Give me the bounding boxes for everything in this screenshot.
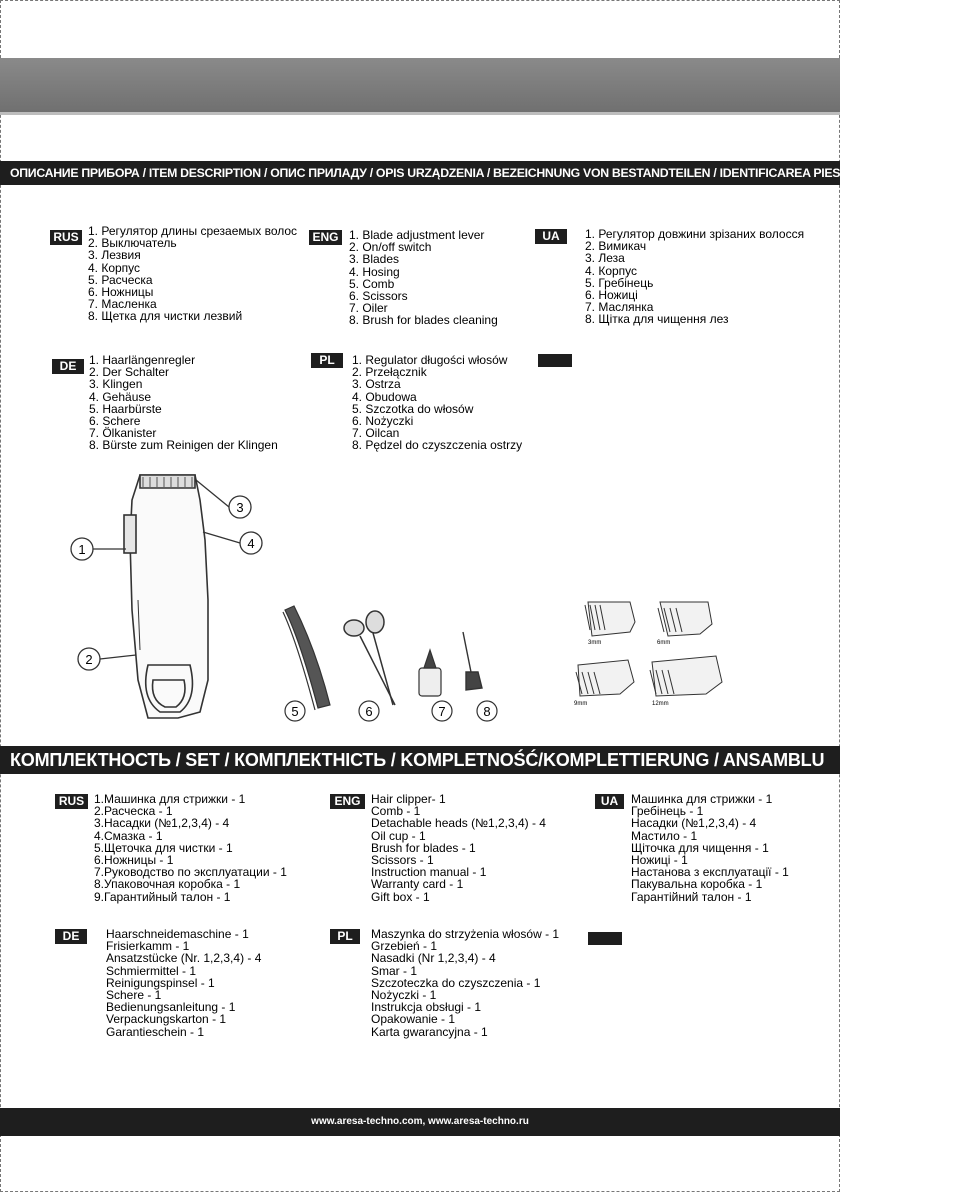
list-item: Гарантійний талон - 1 bbox=[631, 889, 752, 904]
list-item: Haarschneidemaschine - 1 bbox=[106, 927, 249, 941]
set-tag-rus: RUS bbox=[55, 794, 88, 809]
list-item: 1. Blade adjustment lever bbox=[349, 228, 485, 242]
comb-size-3mm: 3mm bbox=[588, 640, 602, 646]
description-list-de bbox=[89, 354, 278, 452]
list-item: Comb - 1 bbox=[371, 804, 421, 819]
list-item: Reinigungspinsel - 1 bbox=[106, 975, 215, 990]
part-5-label: 5 bbox=[291, 704, 299, 719]
footer-websites: www.aresa-techno.com, www.aresa-techno.ru bbox=[0, 1108, 840, 1136]
set-tag-blank bbox=[588, 932, 622, 945]
list-item: Warranty card - 1 bbox=[371, 877, 464, 892]
list-item: 7.Руководство по эксплуатации - 1 bbox=[94, 865, 287, 880]
top-banner-underline bbox=[0, 112, 840, 115]
description-list-ua bbox=[585, 228, 804, 326]
list-item: Garantieschein - 1 bbox=[106, 1024, 205, 1039]
list-item: Gift box - 1 bbox=[371, 889, 430, 904]
callout-1-label: 1 bbox=[78, 542, 86, 557]
list-item: 7. Oilcan bbox=[352, 426, 400, 441]
list-item: 9.Гарантийный талон - 1 bbox=[94, 889, 231, 904]
list-item: 5. Гребінець bbox=[585, 275, 654, 290]
comb-attachment-3mm-icon bbox=[585, 602, 635, 636]
comb-size-6mm: 6mm bbox=[657, 640, 671, 646]
list-item: Grzebień - 1 bbox=[371, 939, 438, 954]
description-list-rus bbox=[88, 225, 297, 323]
list-item: 8. Brush for blades cleaning bbox=[349, 313, 498, 328]
list-item: Smar - 1 bbox=[371, 963, 418, 978]
list-item: Гребінець - 1 bbox=[631, 804, 704, 819]
set-tag-pl: PL bbox=[330, 929, 360, 944]
list-item: 6. Scissors bbox=[349, 289, 408, 304]
list-item: Brush for blades - 1 bbox=[371, 840, 476, 855]
list-item: 3. Леза bbox=[585, 251, 625, 266]
list-item: 4. Obudowa bbox=[352, 389, 417, 404]
list-item: 6. Ножницы bbox=[88, 285, 154, 300]
lang-tag-blank bbox=[538, 354, 572, 367]
list-item: 8. Щітка для чищення лез bbox=[585, 312, 729, 327]
comb-size-9mm: 9mm bbox=[574, 701, 588, 707]
list-item: 2. Вимикач bbox=[585, 239, 647, 254]
list-item: 7. Масленка bbox=[88, 297, 157, 312]
comb-attachment-9mm-icon bbox=[576, 660, 634, 696]
set-tag-ua: UA bbox=[595, 794, 624, 809]
list-item: 4.Смазка - 1 bbox=[94, 828, 163, 843]
description-list-eng bbox=[349, 229, 498, 327]
lang-tag-eng: ENG bbox=[309, 230, 342, 245]
list-item: Bedienungsanleitung - 1 bbox=[106, 1000, 236, 1015]
list-item: Пакувальна коробка - 1 bbox=[631, 877, 763, 892]
list-item: Instrukcja obsługi - 1 bbox=[371, 1000, 482, 1015]
hair-clipper-icon bbox=[124, 475, 208, 718]
comb-icon bbox=[283, 606, 330, 710]
lang-tag-de: DE bbox=[52, 359, 84, 374]
list-item: 6. Nożyczki bbox=[352, 414, 414, 429]
set-list-rus bbox=[94, 793, 287, 903]
lang-tag-pl: PL bbox=[311, 353, 343, 368]
list-item: 2. Выключатель bbox=[88, 236, 177, 251]
list-item: 2. Przełącznik bbox=[352, 365, 427, 380]
list-item: Detachable heads (№1,2,3,4) - 4 bbox=[371, 816, 546, 831]
list-item: 2. Der Schalter bbox=[89, 365, 170, 380]
list-item: Oil cup - 1 bbox=[371, 828, 426, 843]
brush-icon bbox=[463, 632, 482, 690]
scissors-icon bbox=[344, 611, 395, 705]
comb-size-12mm: 12mm bbox=[652, 701, 669, 707]
list-item: 5. Szczotka do włosów bbox=[352, 401, 474, 416]
list-item: 6.Ножницы - 1 bbox=[94, 853, 174, 868]
set-list-eng bbox=[371, 793, 546, 903]
lang-tag-ua: UA bbox=[535, 229, 567, 244]
list-item: Opakowanie - 1 bbox=[371, 1012, 456, 1027]
callout-3-label: 3 bbox=[236, 500, 244, 515]
comb-attachment-6mm-icon bbox=[658, 602, 712, 636]
list-item: 4. Gehäuse bbox=[89, 389, 152, 404]
list-item: 3. Klingen bbox=[89, 377, 143, 392]
list-item: Scissors - 1 bbox=[371, 853, 434, 868]
callout-4-label: 4 bbox=[247, 536, 255, 551]
list-item: 5.Щеточка для чистки - 1 bbox=[94, 840, 233, 855]
set-list-pl bbox=[371, 928, 559, 1038]
list-item: Maszynka do strzyżenia włosów - 1 bbox=[371, 927, 560, 941]
list-item: 5. Haarbürste bbox=[89, 401, 162, 416]
top-banner bbox=[0, 58, 840, 114]
list-item: 3. Blades bbox=[349, 252, 400, 267]
product-illustration bbox=[0, 450, 840, 746]
list-item: 4. Hosing bbox=[349, 264, 400, 279]
list-item: Hair clipper- 1 bbox=[371, 792, 446, 806]
list-item: 7. Маслянка bbox=[585, 300, 654, 315]
list-item: 6. Ножиці bbox=[585, 288, 638, 303]
description-list-pl bbox=[352, 354, 522, 452]
list-item: 1. Регулятор длины срезаемых волос bbox=[88, 224, 298, 238]
list-item: 1. Haarlängenregler bbox=[89, 353, 196, 367]
part-6-label: 6 bbox=[365, 704, 373, 719]
list-item: 5. Расческа bbox=[88, 272, 153, 287]
set-tag-eng: ENG bbox=[330, 794, 365, 809]
list-item: Nasadki (Nr 1,2,3,4) - 4 bbox=[371, 951, 496, 966]
list-item: Instruction manual - 1 bbox=[371, 865, 487, 880]
list-item: Насадки (№1,2,3,4) - 4 bbox=[631, 816, 757, 831]
set-list-ua bbox=[631, 793, 789, 903]
oiler-icon bbox=[419, 650, 441, 696]
list-item: Настанова з експлуатації - 1 bbox=[631, 865, 789, 880]
list-item: Schmiermittel - 1 bbox=[106, 963, 197, 978]
lang-tag-rus: RUS bbox=[50, 230, 82, 245]
part-7-label: 7 bbox=[438, 704, 446, 719]
description-header: ОПИСАНИЕ ПРИБОРА / ITEM DESCRIPTION / ОПИС ПРИЛАДУ / OPIS URZĄDZENIA / BEZEICHNUNG VON BESTANDTEILEN / IDENTIFICAREA PIESELOR COMPONENTE bbox=[0, 161, 840, 185]
list-item: 4. Корпус bbox=[585, 263, 638, 278]
list-item: 5. Comb bbox=[349, 276, 395, 291]
list-item: 1.Машинка для стрижки - 1 bbox=[94, 792, 246, 806]
list-item: 4. Корпус bbox=[88, 260, 141, 275]
list-item: 7. Oiler bbox=[349, 301, 388, 316]
list-item: Karta gwarancyjna - 1 bbox=[371, 1024, 488, 1039]
list-item: Ножиці - 1 bbox=[631, 853, 688, 868]
list-item: Мастило - 1 bbox=[631, 828, 698, 843]
set-header: КОМПЛЕКТНОСТЬ / SET / КОМПЛЕКТНІСТЬ / KOMPLETNOŚĆ/KOMPLETTIERUNG / ANSAMBLU bbox=[0, 746, 840, 774]
list-item: 6. Schere bbox=[89, 414, 141, 429]
list-item: Nożyczki - 1 bbox=[371, 988, 437, 1003]
list-item: Ansatzstücke (Nr. 1,2,3,4) - 4 bbox=[106, 951, 262, 966]
set-list-de bbox=[106, 928, 261, 1038]
part-8-label: 8 bbox=[483, 704, 491, 719]
list-item: 7. Ölkanister bbox=[89, 426, 157, 441]
list-item: Щіточка для чищення - 1 bbox=[631, 840, 769, 855]
list-item: 8. Щетка для чистки лезвий bbox=[88, 309, 243, 324]
list-item: 8. Pędzel do czyszczenia ostrzy bbox=[352, 438, 523, 453]
list-item: 1. Регулятор довжини зрізаних волосся bbox=[585, 227, 805, 241]
list-item: 8.Упаковочная коробка - 1 bbox=[94, 877, 241, 892]
list-item: Машинка для стрижки - 1 bbox=[631, 792, 773, 806]
list-item: 2. On/off switch bbox=[349, 240, 432, 255]
set-tag-de: DE bbox=[55, 929, 87, 944]
list-item: Frisierkamm - 1 bbox=[106, 939, 190, 954]
list-item: Verpackungskarton - 1 bbox=[106, 1012, 227, 1027]
callout-2-label: 2 bbox=[85, 652, 93, 667]
comb-attachment-12mm-icon bbox=[650, 656, 722, 696]
list-item: Szczoteczka do czyszczenia - 1 bbox=[371, 975, 541, 990]
list-item: Schere - 1 bbox=[106, 988, 162, 1003]
list-item: 3.Насадки (№1,2,3,4) - 4 bbox=[94, 816, 230, 831]
list-item: 3. Ostrza bbox=[352, 377, 401, 392]
list-item: 3. Лезвия bbox=[88, 248, 141, 263]
list-item: 2.Расческа - 1 bbox=[94, 804, 173, 819]
list-item: 8. Bürste zum Reinigen der Klingen bbox=[89, 438, 278, 453]
list-item: 1. Regulator długości włosów bbox=[352, 353, 508, 367]
